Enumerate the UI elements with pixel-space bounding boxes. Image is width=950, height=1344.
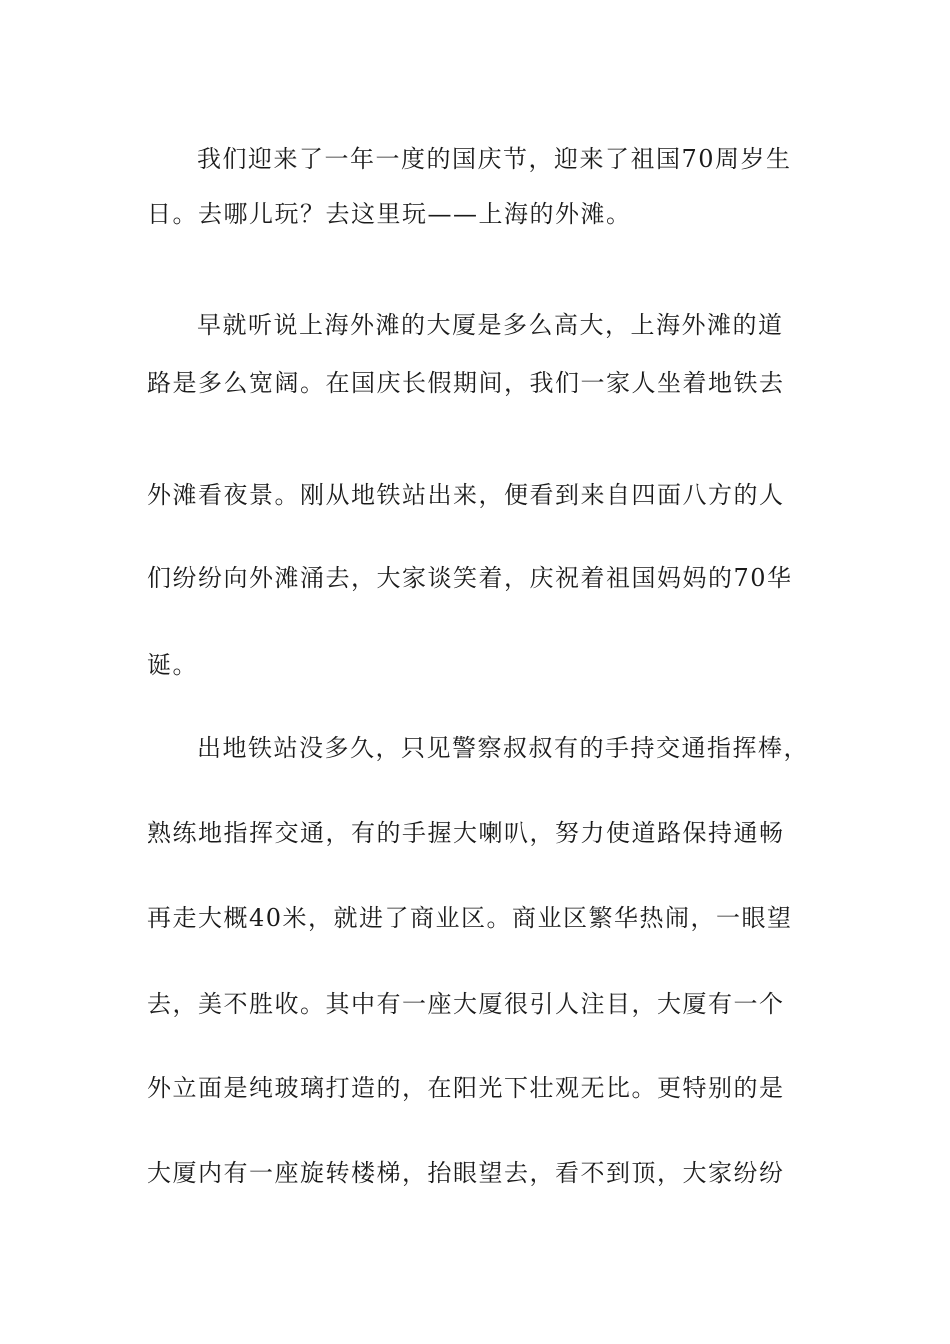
paragraph-2-line-3: 外滩看夜景。刚从地铁站出来，便看到来自四面八方的人 (147, 481, 785, 509)
paragraph-2-line-4: 们纷纷向外滩涌去，大家谈笑着，庆祝着祖国妈妈的70华 (147, 564, 793, 592)
paragraph-3-line-6: 大厦内有一座旋转楼梯，抬眼望去，看不到顶，大家纷纷 (147, 1159, 785, 1187)
paragraph-3-line-1: 出地铁站没多久，只见警察叔叔有的手持交通指挥棒， (197, 734, 809, 762)
paragraph-2-line-1: 早就听说上海外滩的大厦是多么高大，上海外滩的道 (197, 311, 784, 339)
paragraph-3-line-2: 熟练地指挥交通，有的手握大喇叭，努力使道路保持通畅 (147, 819, 785, 847)
paragraph-1-line-1: 我们迎来了一年一度的国庆节，迎来了祖国70周岁生 (197, 145, 792, 173)
paragraph-1-line-2: 日。去哪儿玩？去这里玩——上海的外滩。 (147, 200, 632, 228)
paragraph-3-line-4: 去，美不胜收。其中有一座大厦很引人注目，大厦有一个 (147, 990, 785, 1018)
paragraph-2-line-2: 路是多么宽阔。在国庆长假期间，我们一家人坐着地铁去 (147, 369, 785, 397)
paragraph-3-line-3: 再走大概40米，就进了商业区。商业区繁华热闹，一眼望 (147, 904, 793, 932)
paragraph-3-line-5: 外立面是纯玻璃打造的，在阳光下壮观无比。更特别的是 (147, 1074, 785, 1102)
paragraph-2-line-5: 诞。 (147, 651, 198, 679)
